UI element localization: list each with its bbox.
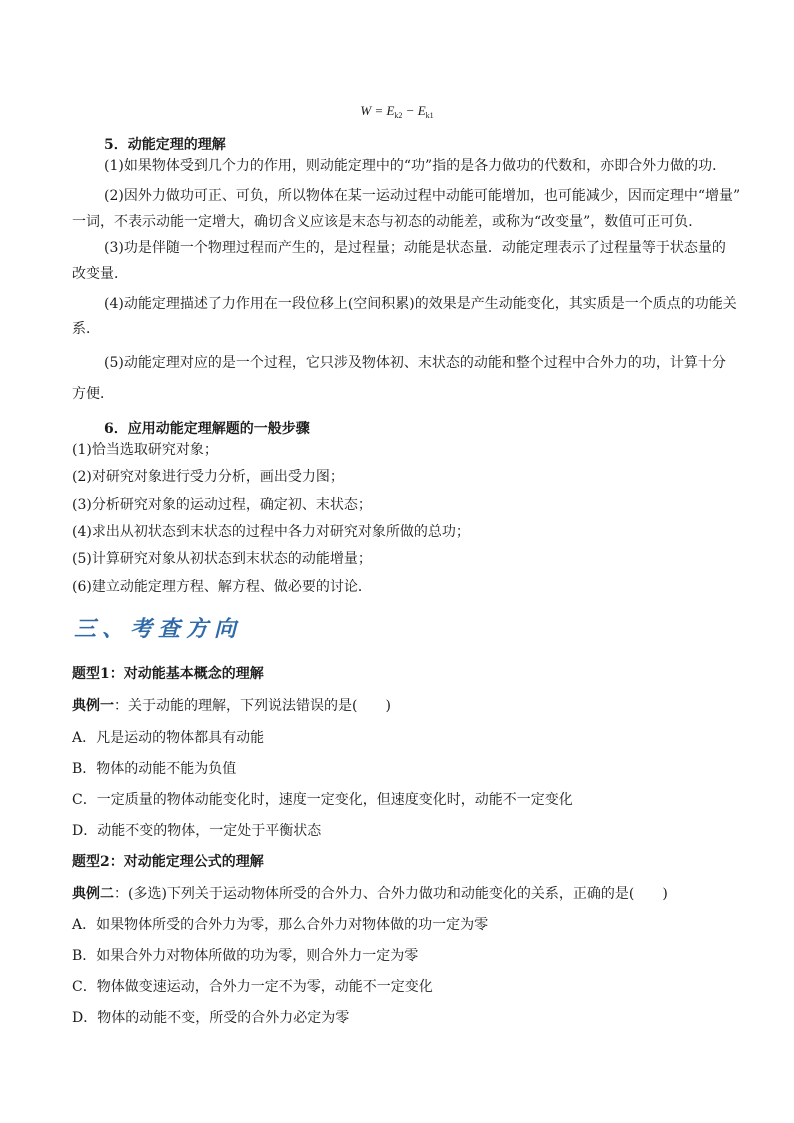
sec5-paragraph-5b: 方便． bbox=[72, 386, 114, 402]
sec6-step-5: (5)计算研究对象从初状态到末状态的动能增量； bbox=[72, 551, 372, 567]
example-2-text: ：(多选)下列关于运动物体所受的合外力、合外力做功和动能变化的关系，正确的是( ) bbox=[114, 886, 668, 902]
sec6-step-2: (2)对研究对象进行受力分析，画出受力图； bbox=[72, 469, 344, 485]
sec6-step-6: (6)建立动能定理方程、解方程、做必要的讨论． bbox=[72, 579, 372, 595]
example-2-option-a: A．如果物体所受的合外力为零，那么合外力对物体做的功一定为零 bbox=[72, 917, 489, 933]
example-2-option-c: C．物体做变速运动，合外力一定不为零，动能不一定变化 bbox=[72, 979, 433, 995]
sec5-paragraph-4b: 系． bbox=[72, 321, 100, 337]
formula-eq: = E bbox=[371, 103, 395, 118]
sec6-step-1: (1)恰当选取研究对象； bbox=[72, 442, 218, 458]
example-1-option-b: B．物体的动能不能为负值 bbox=[72, 761, 237, 777]
formula-minus: − E bbox=[402, 103, 426, 118]
sec5-paragraph-5a: (5)动能定理对应的是一个过程，它只涉及物体初、末状态的动能和整个过程中合外力的功，计算十分 bbox=[104, 355, 726, 371]
sec5-paragraph-4a: (4)动能定理描述了力作用在一段位移上(空间积累)的效果是产生动能变化，其实质是一个质点的功能关 bbox=[104, 296, 737, 312]
section-5-heading: 5．动能定理的理解 bbox=[104, 137, 226, 153]
example-1-text: ：关于动能的理解，下列说法错误的是( ) bbox=[114, 698, 391, 714]
example-2-label: 典例二 bbox=[72, 886, 114, 902]
example-1-option-d: D．动能不变的物体，一定处于平衡状态 bbox=[72, 823, 322, 839]
sec5-paragraph-2b: 一词，不表示动能一定增大，确切含义应该是末态与初态的动能差，或称为“改变量”，数值可正可负． bbox=[72, 214, 703, 230]
example-1-option-c: C．一定质量的物体动能变化时，速度一定变化，但速度变化时，动能不一定变化 bbox=[72, 792, 573, 808]
sec6-step-3: (3)分析研究对象的运动过程，确定初、末状态； bbox=[72, 497, 372, 513]
formula-lhs: W bbox=[360, 103, 372, 118]
work-energy-formula bbox=[0, 103, 794, 120]
sec5-paragraph-3a: (3)功是伴随一个物理过程而产生的，是过程量；动能是状态量．动能定理表示了过程量等于状态量的 bbox=[104, 240, 726, 256]
example-1-stem bbox=[72, 696, 391, 716]
sec6-step-4: (4)求出从初状态到末状态的过程中各力对研究对象所做的总功； bbox=[72, 524, 470, 540]
example-2-stem bbox=[72, 884, 668, 904]
section-title-exam-direction: 三、考查方向 bbox=[74, 616, 243, 642]
example-2-option-b: B．如果合外力对物体所做的功为零，则合外力一定为零 bbox=[72, 948, 419, 964]
type-1-title: 题型1：对动能基本概念的理解 bbox=[72, 666, 264, 682]
example-2-option-d: D．物体的动能不变，所受的合外力必定为零 bbox=[72, 1010, 350, 1026]
formula-sub1: k1 bbox=[425, 111, 434, 120]
section-6-heading: 6．应用动能定理解题的一般步骤 bbox=[104, 421, 310, 437]
example-1-label: 典例一 bbox=[72, 698, 114, 714]
formula-sub2: k2 bbox=[394, 111, 403, 120]
type-2-title: 题型2：对动能定理公式的理解 bbox=[72, 854, 264, 870]
example-1-option-a: A．凡是运动的物体都具有动能 bbox=[72, 730, 265, 746]
sec5-paragraph-1: (1)如果物体受到几个力的作用，则动能定理中的“功”指的是各力做功的代数和，亦即合外力做的功． bbox=[104, 158, 727, 174]
sec5-paragraph-2a: (2)因外力做功可正、可负，所以物体在某一运动过程中动能可能增加，也可能减少，因而定理中“增量” bbox=[104, 188, 741, 204]
sec5-paragraph-3b: 改变量． bbox=[72, 266, 128, 282]
